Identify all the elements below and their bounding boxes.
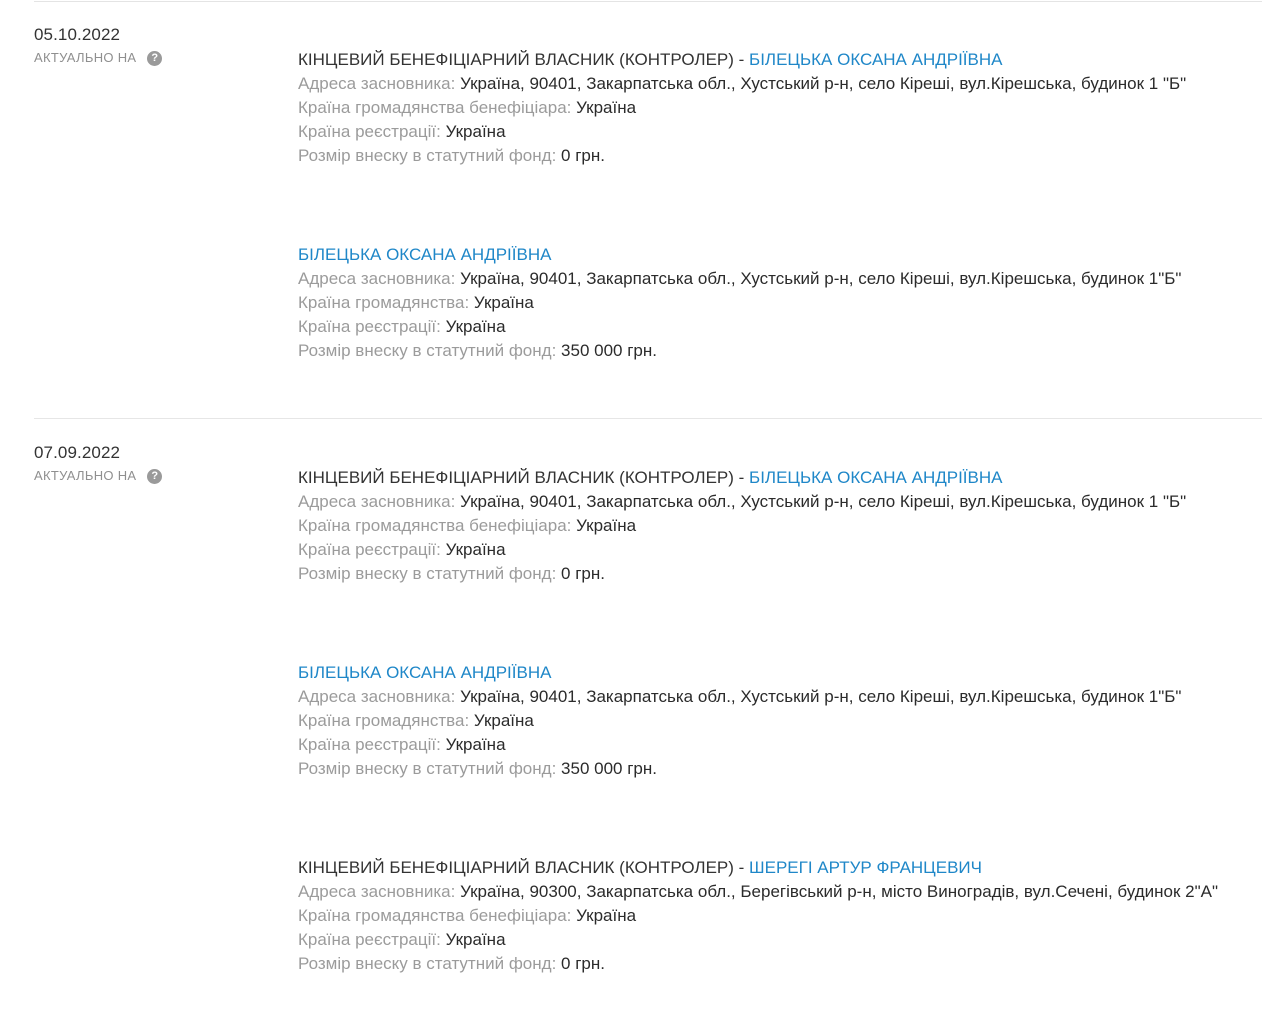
actual-on-label (34, 468, 162, 484)
capital-value: 350 000 грн. (561, 341, 657, 360)
record-title (298, 48, 1228, 72)
registration-row (298, 120, 1228, 144)
registration-label: Країна реєстрації: (298, 540, 441, 559)
top-divider (34, 1, 1262, 2)
citizenship-row (298, 709, 1228, 733)
actual-on-text: АКТУАЛЬНО НА (34, 50, 137, 65)
citizenship-label: Країна громадянства: (298, 293, 470, 312)
capital-row (298, 562, 1228, 586)
owner-record (298, 48, 1228, 168)
citizenship-row (298, 514, 1228, 538)
owner-record (298, 856, 1228, 976)
citizenship-value: Україна (576, 906, 637, 925)
record-separator: - (733, 858, 750, 877)
registration-row (298, 315, 1228, 339)
citizenship-value: Україна (576, 516, 637, 535)
section-date: 05.10.2022 (34, 25, 121, 44)
address-value: Україна, 90401, Закарпатська обл., Хустський р-н, село Кіреші, вул.Кірешська, будинок 1 "Б" (460, 74, 1187, 93)
address-value: Україна, 90401, Закарпатська обл., Хустський р-н, село Кіреші, вул.Кірешська, будинок 1 "Б" (460, 492, 1187, 511)
address-label: Адреса засновника: (298, 687, 456, 706)
person-name-link[interactable]: БІЛЕЦЬКА ОКСАНА АНДРІЇВНА (298, 245, 552, 264)
actual-on-text: АКТУАЛЬНО НА (34, 468, 137, 483)
person-name-link[interactable]: БІЛЕЦЬКА ОКСАНА АНДРІЇВНА (749, 50, 1003, 69)
address-label: Адреса засновника: (298, 492, 456, 511)
registration-label: Країна реєстрації: (298, 735, 441, 754)
citizenship-row (298, 291, 1228, 315)
help-icon[interactable]: ? (147, 51, 162, 66)
capital-row (298, 144, 1228, 168)
address-label: Адреса засновника: (298, 74, 456, 93)
registration-value: Україна (445, 317, 506, 336)
address-value: Україна, 90401, Закарпатська обл., Хустський р-н, село Кіреші, вул.Кірешська, будинок 1"Б" (460, 269, 1182, 288)
address-row (298, 72, 1228, 96)
address-value: Україна, 90401, Закарпатська обл., Хустський р-н, село Кіреші, вул.Кірешська, будинок 1"Б" (460, 687, 1182, 706)
person-name-link[interactable]: БІЛЕЦЬКА ОКСАНА АНДРІЇВНА (298, 663, 552, 682)
registration-value: Україна (445, 930, 506, 949)
capital-value: 0 грн. (561, 146, 605, 165)
capital-label: Розмір внеску в статутний фонд: (298, 954, 557, 973)
registration-row (298, 928, 1228, 952)
registration-row (298, 538, 1228, 562)
record-title (298, 243, 1228, 267)
registration-label: Країна реєстрації: (298, 930, 441, 949)
capital-label: Розмір внеску в статутний фонд: (298, 341, 557, 360)
citizenship-row (298, 96, 1228, 120)
record-role: КІНЦЕВИЙ БЕНЕФІЦІАРНИЙ ВЛАСНИК (КОНТРОЛЕР) (298, 858, 734, 877)
person-name-link[interactable]: БІЛЕЦЬКА ОКСАНА АНДРІЇВНА (749, 468, 1003, 487)
founder-record (298, 661, 1228, 781)
citizenship-value: Україна (473, 711, 534, 730)
citizenship-value: Україна (576, 98, 637, 117)
registration-label: Країна реєстрації: (298, 122, 441, 141)
section-divider (34, 418, 1262, 419)
capital-value: 350 000 грн. (561, 759, 657, 778)
capital-row (298, 339, 1228, 363)
capital-row (298, 952, 1228, 976)
section-date: 07.09.2022 (34, 443, 121, 462)
owner-record (298, 466, 1228, 586)
registration-value: Україна (445, 540, 506, 559)
registration-row (298, 733, 1228, 757)
capital-label: Розмір внеску в статутний фонд: (298, 564, 557, 583)
registration-value: Україна (445, 735, 506, 754)
person-name-link[interactable]: ШЕРЕГІ АРТУР ФРАНЦЕВИЧ (749, 858, 982, 877)
address-row (298, 685, 1228, 709)
capital-value: 0 грн. (561, 954, 605, 973)
record-title (298, 466, 1228, 490)
citizenship-label: Країна громадянства бенефіціара: (298, 98, 572, 117)
help-icon[interactable]: ? (147, 469, 162, 484)
capital-value: 0 грн. (561, 564, 605, 583)
record-title (298, 661, 1228, 685)
address-row (298, 490, 1228, 514)
citizenship-value: Україна (473, 293, 534, 312)
capital-row (298, 757, 1228, 781)
address-row (298, 880, 1228, 904)
address-label: Адреса засновника: (298, 269, 456, 288)
record-separator: - (733, 50, 750, 69)
record-title (298, 856, 1228, 880)
citizenship-row (298, 904, 1228, 928)
record-role: КІНЦЕВИЙ БЕНЕФІЦІАРНИЙ ВЛАСНИК (КОНТРОЛЕР) (298, 50, 734, 69)
address-value: Україна, 90300, Закарпатська обл., Берегівський р-н, місто Виноградів, вул.Сечені, будинок 2"А" (460, 882, 1218, 901)
address-row (298, 267, 1228, 291)
capital-label: Розмір внеску в статутний фонд: (298, 146, 557, 165)
registration-label: Країна реєстрації: (298, 317, 441, 336)
citizenship-label: Країна громадянства: (298, 711, 470, 730)
citizenship-label: Країна громадянства бенефіціара: (298, 516, 572, 535)
record-role: КІНЦЕВИЙ БЕНЕФІЦІАРНИЙ ВЛАСНИК (КОНТРОЛЕР) (298, 468, 734, 487)
capital-label: Розмір внеску в статутний фонд: (298, 759, 557, 778)
registration-value: Україна (445, 122, 506, 141)
actual-on-label (34, 50, 162, 66)
record-separator: - (733, 468, 750, 487)
founder-record (298, 243, 1228, 363)
address-label: Адреса засновника: (298, 882, 456, 901)
citizenship-label: Країна громадянства бенефіціара: (298, 906, 572, 925)
